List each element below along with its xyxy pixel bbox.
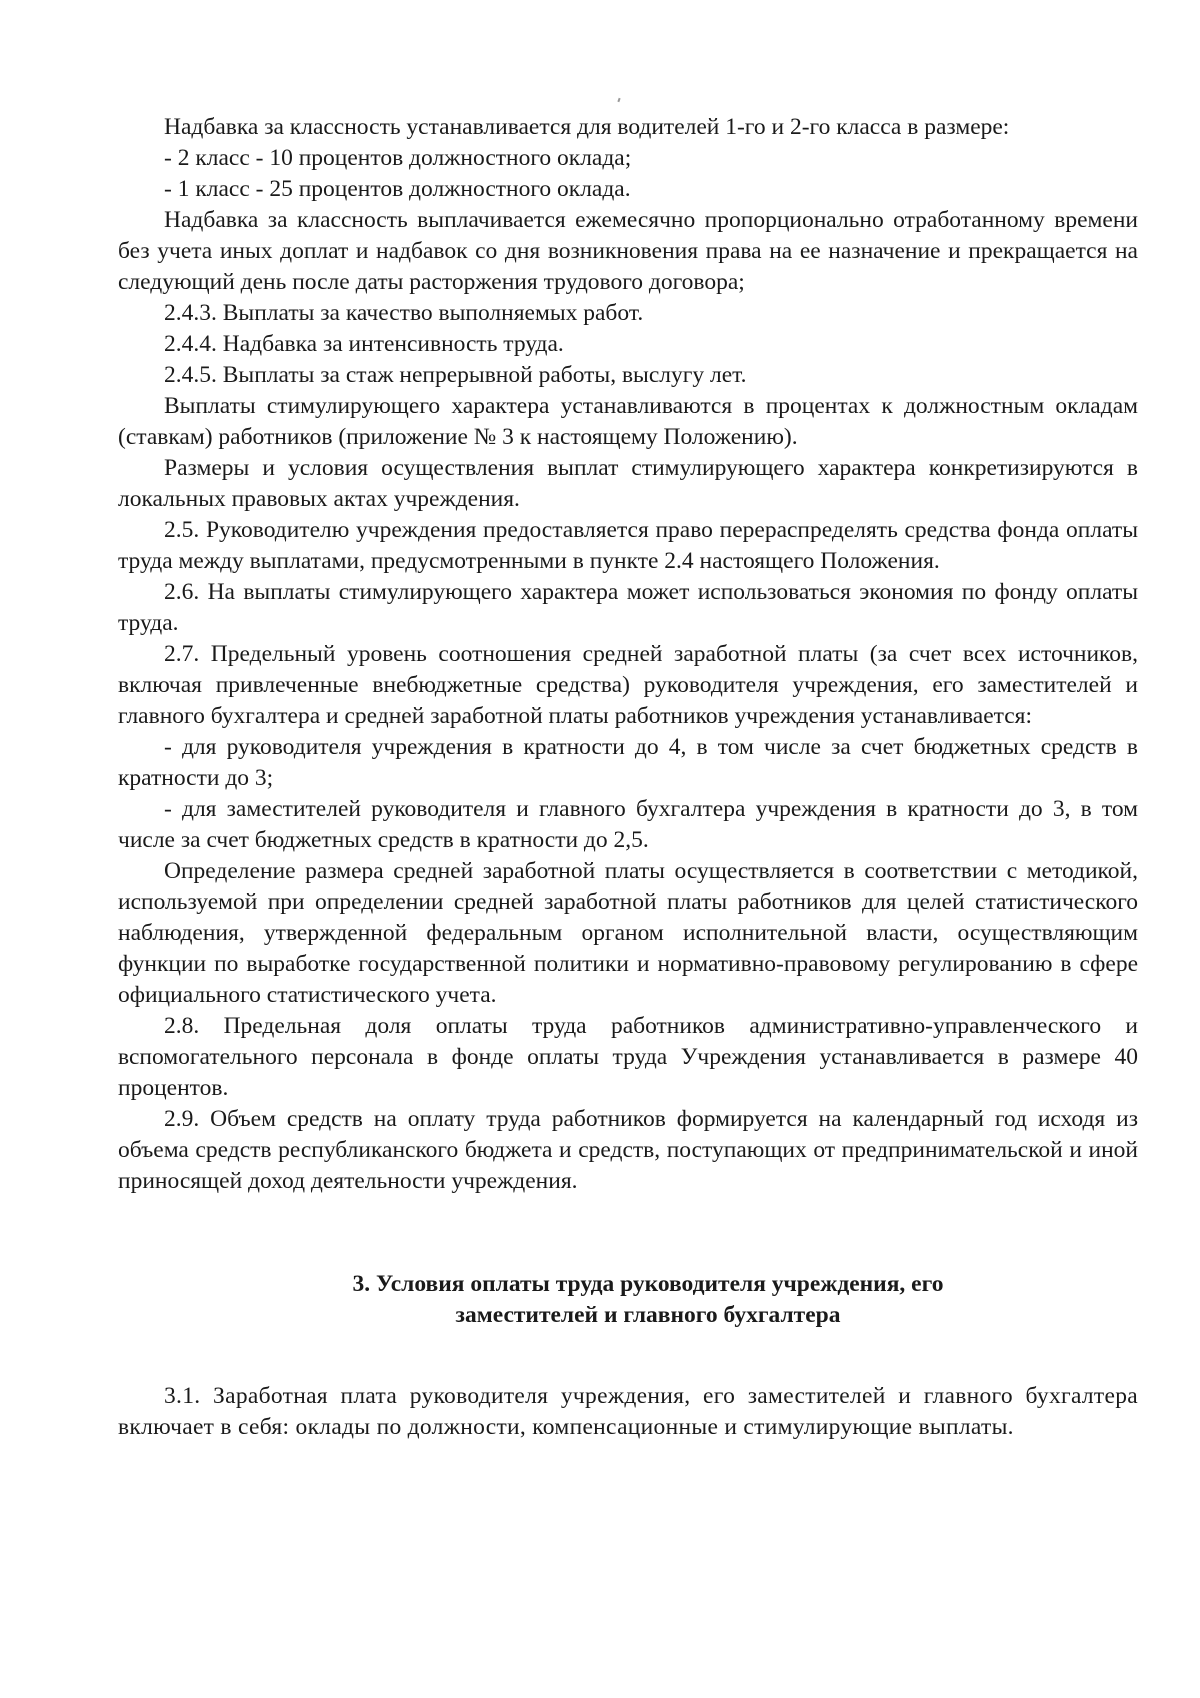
paragraph-2-4-5: 2.4.5. Выплаты за стаж непрерывной работы, выслугу лет. [164,362,747,388]
paragraph-incentive-percent: Выплаты стимулирующего характера устанавливаются в процентах к должностным окладам (ставкам) работников (приложение № 3 к настоящему Положению). [118,393,1138,450]
section-3-heading-line-1: 3. Условия оплаты труда руководителя учреждения, его [352,1271,944,1297]
paragraph-2-6: 2.6. На выплаты стимулирующего характера может использоваться экономия по фонду оплаты труда. [118,579,1138,636]
paragraph-class-1: - 1 класс - 25 процентов должностного оклада. [164,176,631,202]
paragraph-2-9: 2.9. Объем средств на оплату труда работников формируется на календарный год исходя из объема средств республиканского бюджета и средств, поступающих от предпринимательской и иной приносящей доход деятельности учреждения. [118,1106,1138,1194]
paragraph-2-7-head: - для руководителя учреждения в кратности до 4, в том числе за счет бюджетных средств в кратности до 3; [118,734,1138,791]
paragraph-average-salary-method: Определение размера средней заработной платы осуществляется в соответствии с методикой, используемой при определении средней заработной платы работников для целей статистического наблюдения, утвержденной федеральным органом исполнительной власти, осуществляющим функции по выработке государственной политики и нормативно-правовому регулированию в сфере официального статистического учета. [118,858,1138,1008]
paragraph-2-4-3: 2.4.3. Выплаты за качество выполняемых работ. [164,300,644,326]
paragraph-incentive-local-acts: Размеры и условия осуществления выплат стимулирующего характера конкретизируются в локальных правовых актах учреждения. [118,455,1138,512]
paragraph-class-2: - 2 класс - 10 процентов должностного оклада; [164,145,632,171]
paragraph-2-4-4: 2.4.4. Надбавка за интенсивность труда. [164,331,564,357]
paragraph-2-7-deputies: - для заместителей руководителя и главного бухгалтера учреждения в кратности до 3, в том числе за счет бюджетных средств в кратности до 2,5. [118,796,1138,853]
paragraph-2-7: 2.7. Предельный уровень соотношения средней заработной платы (за счет всех источников, включая привлеченные внебюджетные средства) руководителя учреждения, его заместителей и главного бухгалтера и средней заработной платы работников учреждения устанавливается: [118,641,1138,729]
scan-mark [617,98,620,102]
paragraph-3-1: 3.1. Заработная плата руководителя учреждения, его заместителей и главного бухгалтера включает в себя: оклады по должности, компенсационные и стимулирующие выплаты. [118,1383,1138,1440]
paragraph-2-8: 2.8. Предельная доля оплаты труда работников административно-управленческого и вспомогательного персонала в фонде оплаты труда Учреждения устанавливается в размере 40 процентов. [118,1013,1138,1101]
heading-gap [118,1331,1138,1381]
section-3-heading-line-2: заместителей и главного бухгалтера [455,1302,841,1328]
section-gap [118,1197,1138,1269]
paragraph-2-5: 2.5. Руководителю учреждения предоставляется право перераспределять средства фонда оплаты труда между выплатами, предусмотренными в пункте 2.4 настоящего Положения. [118,517,1138,574]
document-page [118,112,1138,1443]
paragraph-class-bonus-intro: Надбавка за классность устанавливается для водителей 1-го и 2-го класса в размере: [164,114,1010,140]
paragraph-class-bonus-payment: Надбавка за классность выплачивается ежемесячно пропорционально отработанному времени без учета иных доплат и надбавок со дня возникновения права на ее назначение и прекращается на следующий день после даты расторжения трудового договора; [118,207,1138,295]
